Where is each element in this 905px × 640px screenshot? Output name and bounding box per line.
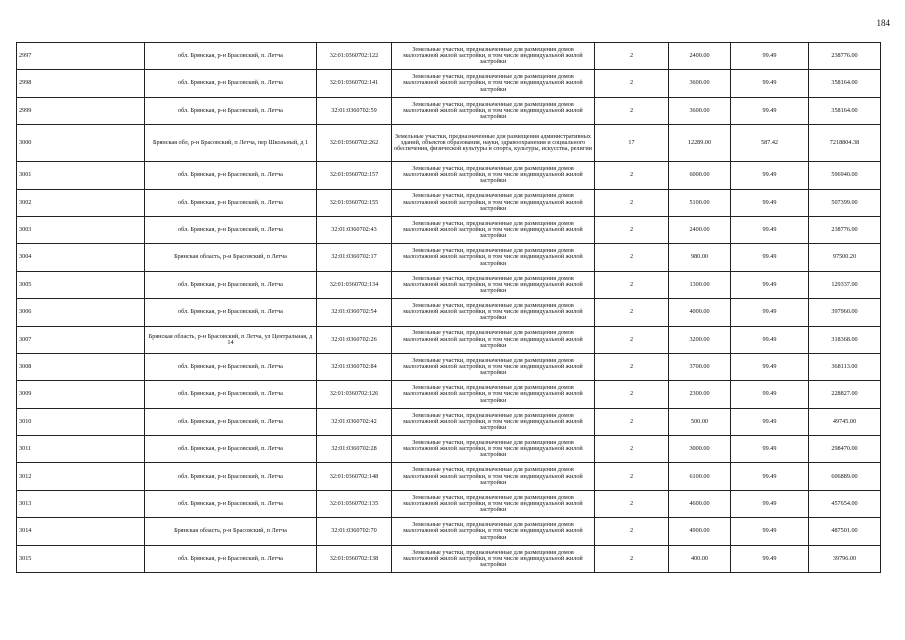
- area-cell: 4000.00: [669, 299, 731, 326]
- area-cell: 12289.00: [669, 125, 731, 162]
- cadastral-number-cell: 32:01:0360702:54: [317, 299, 392, 326]
- row-number: 3005: [17, 271, 145, 298]
- specific-value-cell: 99.49: [731, 97, 809, 124]
- cadastral-number-cell: 32:01:0360702:17: [317, 244, 392, 271]
- specific-value-cell: 99.49: [731, 299, 809, 326]
- land-use-cell: Земельные участки, предназначенные для размещения домов малоэтажной жилой застройки, в том числе индивидуальной жилой застройки: [392, 518, 595, 545]
- land-use-cell: Земельные участки, предназначенные для размещения домов малоэтажной жилой застройки, в том числе индивидуальной жилой застройки: [392, 436, 595, 463]
- area-cell: 2400.00: [669, 216, 731, 243]
- land-use-cell: Земельные участки, предназначенные для размещения домов малоэтажной жилой застройки, в том числе индивидуальной жилой застройки: [392, 97, 595, 124]
- land-use-cell: Земельные участки, предназначенные для размещения административных зданий, объектов образования, науки, здравоохранения и социального обеспечения, физической культуры и спорта, культуры, искусства, религии: [392, 125, 595, 162]
- cadastral-number-cell: 32:01:0360702:42: [317, 408, 392, 435]
- address-cell: Брянская область, р-н Брасовский, п Летча, ул Центральная, д 14: [145, 326, 317, 353]
- page-number: 184: [876, 18, 890, 28]
- cadastral-number-cell: 32:01:0360702:262: [317, 125, 392, 162]
- specific-value-cell: 99.49: [731, 189, 809, 216]
- row-number: 3013: [17, 490, 145, 517]
- land-use-cell: Земельные участки, предназначенные для размещения домов малоэтажной жилой застройки, в том числе индивидуальной жилой застройки: [392, 490, 595, 517]
- row-number: 3015: [17, 545, 145, 572]
- specific-value-cell: 99.49: [731, 43, 809, 70]
- address-cell: обл. Брянская, р-н Брасовский, п. Летча: [145, 353, 317, 380]
- use-group-cell: 2: [595, 189, 669, 216]
- table-row: [17, 463, 881, 490]
- cadastral-number-cell: 32:01:0360702:135: [317, 490, 392, 517]
- cadastral-value-cell: 507399.00: [809, 189, 881, 216]
- specific-value-cell: 99.49: [731, 244, 809, 271]
- row-number: 3012: [17, 463, 145, 490]
- cadastral-number-cell: 32:01:0360702:138: [317, 545, 392, 572]
- specific-value-cell: 99.49: [731, 326, 809, 353]
- specific-value-cell: 99.49: [731, 490, 809, 517]
- table-row: [17, 244, 881, 271]
- cadastral-value-cell: 606889.00: [809, 463, 881, 490]
- cadastral-number-cell: 32:01:0360702:157: [317, 162, 392, 189]
- cadastral-value-cell: 358164.00: [809, 97, 881, 124]
- cadastral-number-cell: 32:01:0360702:84: [317, 353, 392, 380]
- use-group-cell: 2: [595, 299, 669, 326]
- table-row: [17, 43, 881, 70]
- cadastral-value-cell: 397960.00: [809, 299, 881, 326]
- cadastral-value-cell: 298470.00: [809, 436, 881, 463]
- area-cell: 500.00: [669, 408, 731, 435]
- cadastral-value-cell: 318368.00: [809, 326, 881, 353]
- table-row: [17, 70, 881, 97]
- area-cell: 400.00: [669, 545, 731, 572]
- use-group-cell: 2: [595, 326, 669, 353]
- land-use-cell: Земельные участки, предназначенные для размещения домов малоэтажной жилой застройки, в том числе индивидуальной жилой застройки: [392, 299, 595, 326]
- row-number: 3008: [17, 353, 145, 380]
- specific-value-cell: 99.49: [731, 463, 809, 490]
- address-cell: обл. Брянская, р-н Брасовский, п. Летча: [145, 271, 317, 298]
- specific-value-cell: 99.49: [731, 70, 809, 97]
- specific-value-cell: 99.49: [731, 518, 809, 545]
- land-use-cell: Земельные участки, предназначенные для размещения домов малоэтажной жилой застройки, в том числе индивидуальной жилой застройки: [392, 162, 595, 189]
- row-number: 3006: [17, 299, 145, 326]
- address-cell: обл. Брянская, р-н Брасовский, п. Летча: [145, 490, 317, 517]
- area-cell: 3600.00: [669, 97, 731, 124]
- land-use-cell: Земельные участки, предназначенные для размещения домов малоэтажной жилой застройки, в том числе индивидуальной жилой застройки: [392, 70, 595, 97]
- area-cell: 2300.00: [669, 381, 731, 408]
- land-use-cell: Земельные участки, предназначенные для размещения домов малоэтажной жилой застройки, в том числе индивидуальной жилой застройки: [392, 408, 595, 435]
- row-number: 3001: [17, 162, 145, 189]
- land-use-cell: Земельные участки, предназначенные для размещения домов малоэтажной жилой застройки, в том числе индивидуальной жилой застройки: [392, 216, 595, 243]
- cadastral-value-cell: 457654.00: [809, 490, 881, 517]
- address-cell: обл. Брянская, р-н Брасовский, п. Летча: [145, 463, 317, 490]
- table-row: [17, 490, 881, 517]
- table-row: [17, 408, 881, 435]
- land-use-cell: Земельные участки, предназначенные для размещения домов малоэтажной жилой застройки, в том числе индивидуальной жилой застройки: [392, 326, 595, 353]
- cadastral-value-cell: 7218804.38: [809, 125, 881, 162]
- table-row: [17, 216, 881, 243]
- table-row: [17, 97, 881, 124]
- area-cell: 4600.00: [669, 490, 731, 517]
- cadastral-number-cell: 32:01:0360702:134: [317, 271, 392, 298]
- area-cell: 4900.00: [669, 518, 731, 545]
- specific-value-cell: 587.42: [731, 125, 809, 162]
- address-cell: Брянская область, р-н Брасовский, п Летча: [145, 244, 317, 271]
- table-row: [17, 436, 881, 463]
- area-cell: 2400.00: [669, 43, 731, 70]
- address-cell: обл. Брянская, р-н Брасовский, п. Летча: [145, 408, 317, 435]
- cadastral-value-cell: 358164.00: [809, 70, 881, 97]
- address-cell: обл. Брянская, р-н Брасовский, п. Летча: [145, 299, 317, 326]
- use-group-cell: 2: [595, 271, 669, 298]
- cadastral-value-cell: 228827.00: [809, 381, 881, 408]
- row-number: 2998: [17, 70, 145, 97]
- table-row: [17, 162, 881, 189]
- row-number: 3014: [17, 518, 145, 545]
- area-cell: 3600.00: [669, 70, 731, 97]
- use-group-cell: 2: [595, 244, 669, 271]
- table-row: [17, 326, 881, 353]
- use-group-cell: 2: [595, 408, 669, 435]
- area-cell: 1300.00: [669, 271, 731, 298]
- table-row: [17, 271, 881, 298]
- cadastral-value-cell: 97500.20: [809, 244, 881, 271]
- cadastral-value-cell: 368113.00: [809, 353, 881, 380]
- address-cell: Брянская обл, р-н Брасовский, п Летча, пер Школьный, д 1: [145, 125, 317, 162]
- row-number: 2999: [17, 97, 145, 124]
- table-row: [17, 545, 881, 572]
- use-group-cell: 2: [595, 463, 669, 490]
- table-row: [17, 125, 881, 162]
- address-cell: обл. Брянская, р-н Брасовский, п. Летча: [145, 216, 317, 243]
- cadastral-value-cell: 238776.00: [809, 43, 881, 70]
- address-cell: обл. Брянская, р-н Брасовский, п. Летча: [145, 436, 317, 463]
- use-group-cell: 2: [595, 216, 669, 243]
- cadastral-value-cell: 129337.00: [809, 271, 881, 298]
- cadastral-number-cell: 32:01:0360702:28: [317, 436, 392, 463]
- use-group-cell: 2: [595, 353, 669, 380]
- land-use-cell: Земельные участки, предназначенные для размещения домов малоэтажной жилой застройки, в том числе индивидуальной жилой застройки: [392, 244, 595, 271]
- table-row: [17, 518, 881, 545]
- area-cell: 3200.00: [669, 326, 731, 353]
- land-use-cell: Земельные участки, предназначенные для размещения домов малоэтажной жилой застройки, в том числе индивидуальной жилой застройки: [392, 189, 595, 216]
- row-number: 3007: [17, 326, 145, 353]
- specific-value-cell: 99.49: [731, 408, 809, 435]
- specific-value-cell: 99.49: [731, 162, 809, 189]
- cadastral-number-cell: 32:01:0360702:43: [317, 216, 392, 243]
- row-number: 3010: [17, 408, 145, 435]
- row-number: 3000: [17, 125, 145, 162]
- cadastral-value-cell: 39796.00: [809, 545, 881, 572]
- area-cell: 5100.00: [669, 189, 731, 216]
- use-group-cell: 2: [595, 97, 669, 124]
- table-row: [17, 189, 881, 216]
- address-cell: обл. Брянская, р-н Брасовский, п. Летча: [145, 70, 317, 97]
- address-cell: обл. Брянская, р-н Брасовский, п. Летча: [145, 43, 317, 70]
- specific-value-cell: 99.49: [731, 545, 809, 572]
- area-cell: 3000.00: [669, 436, 731, 463]
- cadastral-number-cell: 32:01:0360702:122: [317, 43, 392, 70]
- area-cell: 6100.00: [669, 463, 731, 490]
- row-number: 3009: [17, 381, 145, 408]
- use-group-cell: 2: [595, 436, 669, 463]
- specific-value-cell: 99.49: [731, 436, 809, 463]
- cadastral-number-cell: 32:01:0360702:148: [317, 463, 392, 490]
- address-cell: обл. Брянская, р-н Брасовский, п. Летча: [145, 189, 317, 216]
- cadastral-value-cell: 596940.00: [809, 162, 881, 189]
- cadastral-value-cell: 238776.00: [809, 216, 881, 243]
- row-number: 3002: [17, 189, 145, 216]
- land-use-cell: Земельные участки, предназначенные для размещения домов малоэтажной жилой застройки, в том числе индивидуальной жилой застройки: [392, 43, 595, 70]
- specific-value-cell: 99.49: [731, 353, 809, 380]
- cadastral-value-cell: 487501.00: [809, 518, 881, 545]
- specific-value-cell: 99.49: [731, 271, 809, 298]
- address-cell: обл. Брянская, р-н Брасовский, п. Летча: [145, 381, 317, 408]
- address-cell: обл. Брянская, р-н Брасовский, п. Летча: [145, 545, 317, 572]
- land-use-cell: Земельные участки, предназначенные для размещения домов малоэтажной жилой застройки, в том числе индивидуальной жилой застройки: [392, 545, 595, 572]
- use-group-cell: 2: [595, 381, 669, 408]
- table-row: [17, 353, 881, 380]
- cadastral-number-cell: 32:01:0360702:59: [317, 97, 392, 124]
- specific-value-cell: 99.49: [731, 381, 809, 408]
- use-group-cell: 2: [595, 545, 669, 572]
- address-cell: Брянская область, р-н Брасовский, п Летча: [145, 518, 317, 545]
- use-group-cell: 2: [595, 43, 669, 70]
- cadastral-value-cell: 49745.00: [809, 408, 881, 435]
- land-use-cell: Земельные участки, предназначенные для размещения домов малоэтажной жилой застройки, в том числе индивидуальной жилой застройки: [392, 271, 595, 298]
- row-number: 2997: [17, 43, 145, 70]
- row-number: 3003: [17, 216, 145, 243]
- use-group-cell: 2: [595, 518, 669, 545]
- cadastral-number-cell: 32:01:0360702:70: [317, 518, 392, 545]
- land-use-cell: Земельные участки, предназначенные для размещения домов малоэтажной жилой застройки, в том числе индивидуальной жилой застройки: [392, 353, 595, 380]
- area-cell: 6000.00: [669, 162, 731, 189]
- table-row: [17, 381, 881, 408]
- land-use-cell: Земельные участки, предназначенные для размещения домов малоэтажной жилой застройки, в том числе индивидуальной жилой застройки: [392, 381, 595, 408]
- use-group-cell: 2: [595, 490, 669, 517]
- use-group-cell: 2: [595, 70, 669, 97]
- row-number: 3004: [17, 244, 145, 271]
- row-number: 3011: [17, 436, 145, 463]
- cadastral-number-cell: 32:01:0360702:155: [317, 189, 392, 216]
- cadastral-number-cell: 32:01:0360702:126: [317, 381, 392, 408]
- table-row: [17, 299, 881, 326]
- address-cell: обл. Брянская, р-н Брасовский, п. Летча: [145, 97, 317, 124]
- land-use-cell: Земельные участки, предназначенные для размещения домов малоэтажной жилой застройки, в том числе индивидуальной жилой застройки: [392, 463, 595, 490]
- table-body: [17, 43, 881, 573]
- cadastral-value-table: [16, 42, 881, 573]
- use-group-cell: 17: [595, 125, 669, 162]
- area-cell: 980.00: [669, 244, 731, 271]
- use-group-cell: 2: [595, 162, 669, 189]
- specific-value-cell: 99.49: [731, 216, 809, 243]
- cadastral-number-cell: 32:01:0360702:141: [317, 70, 392, 97]
- area-cell: 3700.00: [669, 353, 731, 380]
- cadastral-number-cell: 32:01:0360702:26: [317, 326, 392, 353]
- address-cell: обл. Брянская, р-н Брасовский, п. Летча: [145, 162, 317, 189]
